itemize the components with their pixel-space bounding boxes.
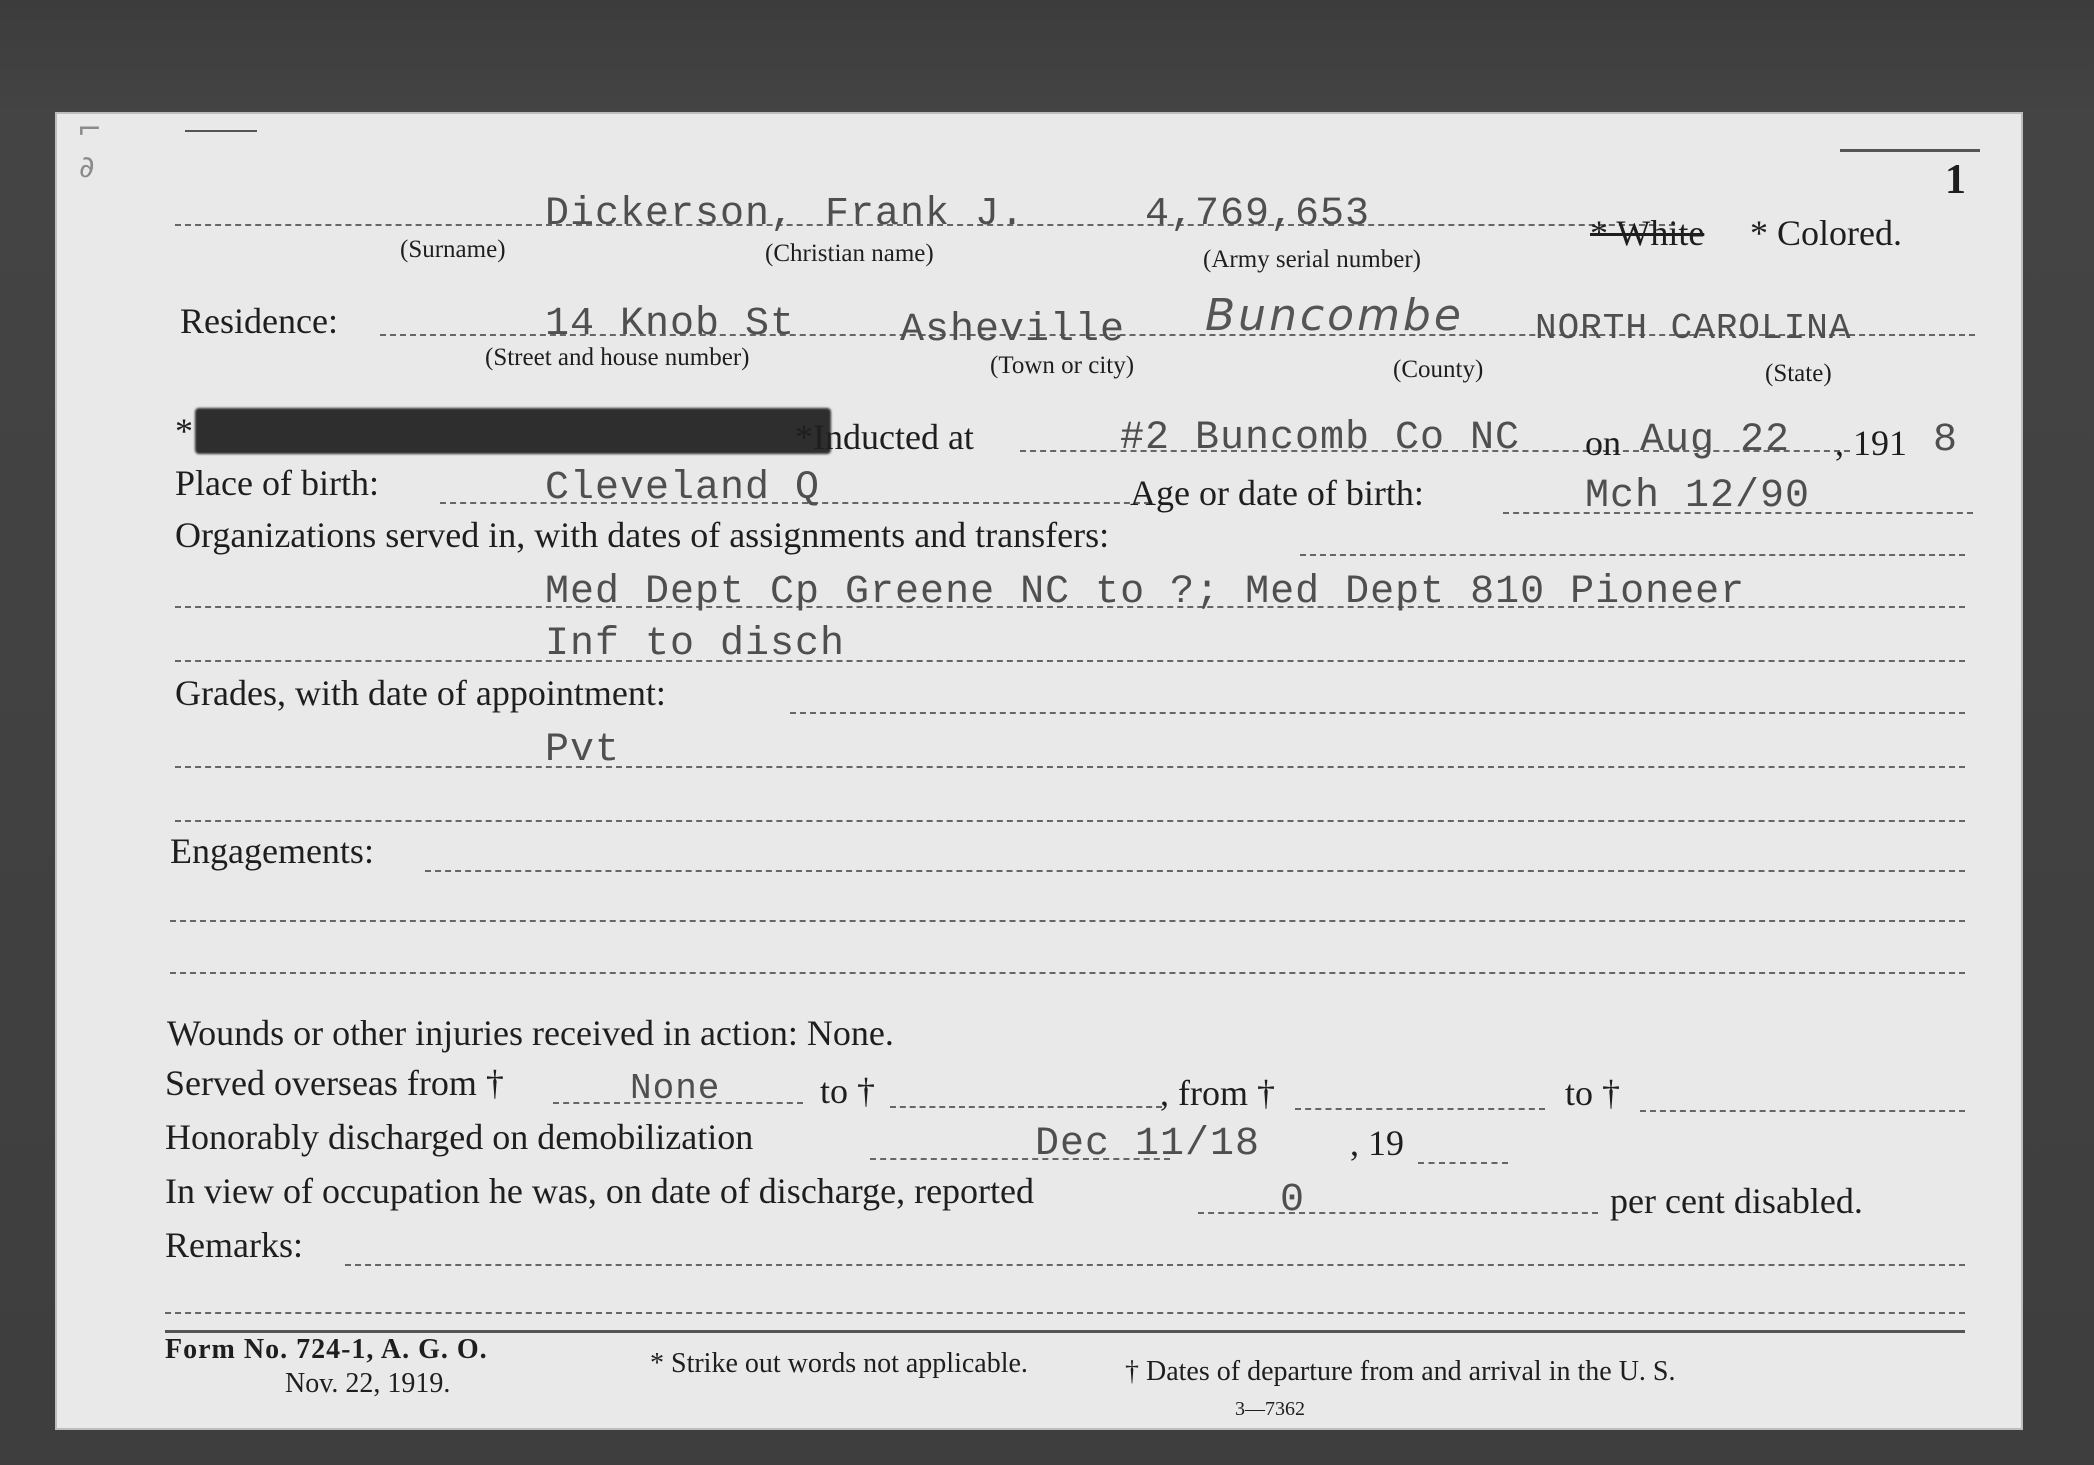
overseas-to-label: to † bbox=[820, 1071, 876, 1111]
engagements-line-1 bbox=[170, 920, 1965, 922]
remarks-label: Remarks: bbox=[165, 1225, 303, 1265]
inducted-date-value: Aug 22 bbox=[1640, 418, 1791, 463]
street-caption: (Street and house number) bbox=[485, 344, 750, 371]
organizations-line-2 bbox=[175, 660, 1965, 662]
inducted-year-typed: 8 bbox=[1933, 418, 1959, 463]
residence-county-value: Buncombe bbox=[1205, 290, 1464, 341]
inducted-place-value: #2 Buncomb Co NC bbox=[1120, 416, 1521, 461]
form-date: Nov. 22, 1919. bbox=[285, 1368, 451, 1399]
place-of-birth-label: Place of birth: bbox=[175, 463, 379, 503]
overseas-to2-line bbox=[1640, 1110, 1965, 1112]
engagements-line-0 bbox=[425, 870, 1965, 872]
place-of-birth-value: Cleveland Q bbox=[545, 466, 821, 511]
engagements-line-2 bbox=[170, 972, 1965, 974]
surname-caption: (Surname) bbox=[400, 236, 506, 263]
overseas-from2-line bbox=[1295, 1108, 1545, 1110]
enlisted-asterisk: * bbox=[175, 411, 193, 451]
footer-rule bbox=[165, 1330, 1965, 1333]
redacted-enlisted-options bbox=[195, 408, 831, 454]
state-caption: (State) bbox=[1765, 360, 1832, 387]
remarks-line-1 bbox=[165, 1312, 1965, 1314]
card-number: 1 bbox=[1945, 157, 1966, 203]
margin-mark: ∂ bbox=[79, 150, 95, 185]
grades-value: Pvt bbox=[545, 728, 621, 773]
organizations-text-1: Med Dept Cp Greene NC to ?; Med Dept 810 Pioneer bbox=[545, 570, 1746, 615]
white-option: * White bbox=[1590, 213, 1705, 253]
engagements-label: Engagements: bbox=[170, 831, 374, 871]
town-caption: (Town or city) bbox=[990, 352, 1135, 379]
organizations-label: Organizations served in, with dates of assignments and transfers: bbox=[175, 515, 1110, 555]
disability-line bbox=[1198, 1212, 1598, 1214]
inducted-year-printed: , 191 bbox=[1835, 423, 1907, 463]
christian-name-caption: (Christian name) bbox=[765, 240, 934, 267]
overseas-from-value: None bbox=[630, 1068, 721, 1109]
overseas-from2-label: , from † bbox=[1160, 1073, 1275, 1113]
top-rule bbox=[185, 130, 257, 132]
service-record-card bbox=[55, 112, 2023, 1430]
residence-label: Residence: bbox=[180, 301, 338, 341]
age-label: Age or date of birth: bbox=[1130, 473, 1424, 513]
inducted-at-label: *Inducted at bbox=[795, 417, 974, 457]
discharge-date-value: Dec 11/18 bbox=[1035, 1122, 1261, 1167]
county-caption: (County) bbox=[1393, 356, 1484, 383]
top-right-rule bbox=[1840, 149, 1980, 152]
per-cent-disabled-label: per cent disabled. bbox=[1610, 1181, 1863, 1221]
colored-option: * Colored. bbox=[1750, 213, 1902, 253]
grades-label: Grades, with date of appointment: bbox=[175, 673, 666, 713]
on-label: on bbox=[1585, 423, 1621, 463]
residence-state-value: NORTH CAROLINA bbox=[1535, 308, 1852, 349]
strike-out-note: * Strike out words not applicable. bbox=[650, 1348, 1028, 1379]
grades-line-1 bbox=[175, 766, 1965, 768]
wounds-text: Wounds or other injuries received in action: None. bbox=[167, 1013, 894, 1053]
discharge-year-line bbox=[1418, 1162, 1508, 1164]
disability-label: In view of occupation he was, on date of discharge, reported bbox=[165, 1171, 1035, 1211]
disability-value: 0 bbox=[1280, 1178, 1306, 1223]
grades-line-0 bbox=[790, 712, 1965, 714]
grades-line-2 bbox=[175, 820, 1965, 822]
form-number: Form No. 724-1, A. G. O. bbox=[165, 1334, 488, 1365]
serial-number-value: 4,769,653 bbox=[1145, 192, 1371, 237]
overseas-to-line bbox=[890, 1106, 1162, 1108]
margin-mark: ⌐ bbox=[77, 112, 103, 147]
serial-number-caption: (Army serial number) bbox=[1203, 246, 1421, 273]
dates-note: † Dates of departure from and arrival in the U. S. bbox=[1125, 1356, 1676, 1387]
organizations-text-2: Inf to disch bbox=[545, 622, 846, 667]
residence-town-value: Asheville bbox=[900, 308, 1126, 353]
organizations-line-0 bbox=[1300, 554, 1965, 556]
overseas-to2-label: to † bbox=[1565, 1073, 1621, 1113]
christian-name-value: Frank J. bbox=[825, 192, 1026, 237]
discharge-year-label: , 19 bbox=[1350, 1123, 1404, 1163]
surname-value: Dickerson, bbox=[545, 192, 796, 237]
discharge-label: Honorably discharged on demobilization bbox=[165, 1117, 754, 1157]
remarks-line-0 bbox=[345, 1264, 1965, 1266]
served-overseas-label: Served overseas from † bbox=[165, 1063, 504, 1103]
age-value: Mch 12/90 bbox=[1585, 474, 1811, 519]
print-number: 3—7362 bbox=[1235, 1398, 1305, 1420]
residence-street-value: 14 Knob St bbox=[545, 302, 796, 347]
